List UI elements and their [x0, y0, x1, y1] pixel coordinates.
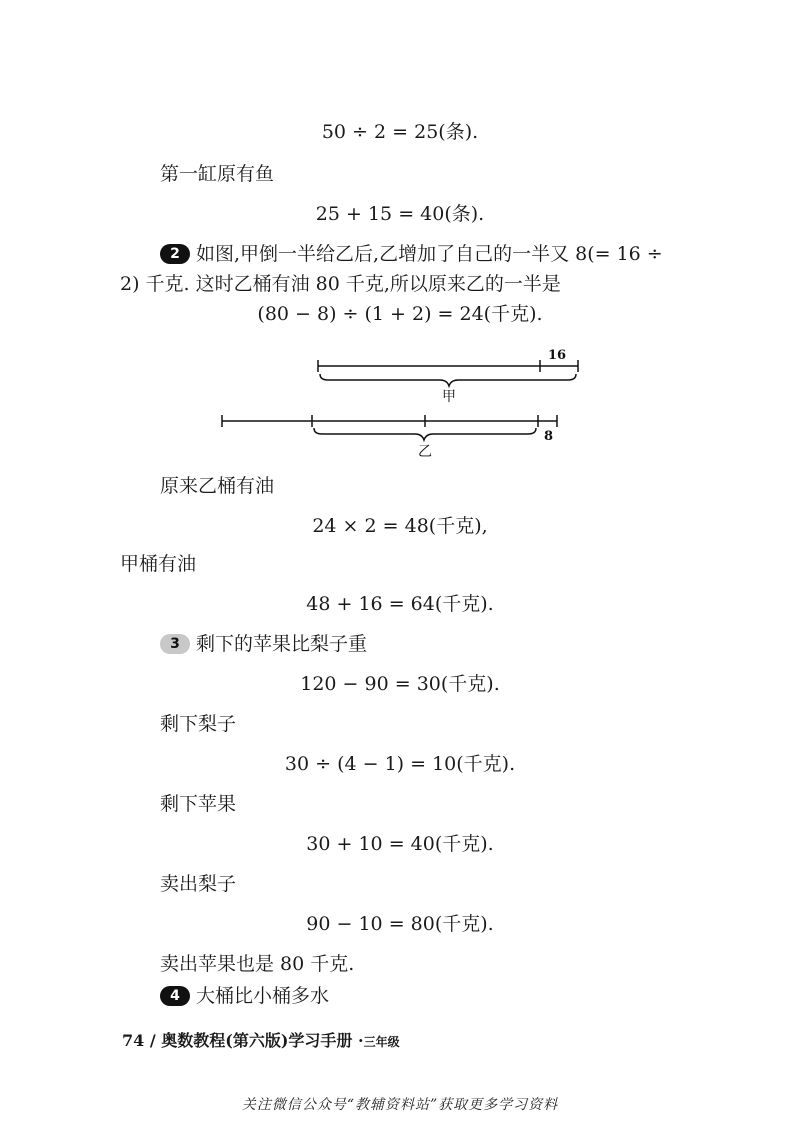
- book-title: 奥数教程(第六版)学习手册: [161, 1031, 353, 1050]
- text-line: 甲桶有油: [120, 553, 197, 575]
- watermark-text: 关注微信公众号“教辅资料站”获取更多学习资料: [241, 1097, 559, 1113]
- problem-4-line: [160, 984, 329, 1008]
- equation-line: 50 ÷ 2 = 25(条).: [321, 121, 479, 143]
- problem-number-badge: 3: [160, 634, 190, 654]
- text-line: 第一缸原有鱼: [160, 163, 275, 185]
- equation-line: 30 ÷ (4 − 1) = 10(千克).: [284, 753, 516, 775]
- label-yi: 乙: [418, 444, 432, 460]
- problem-text: 大桶比小桶多水: [196, 985, 330, 1007]
- footer-dot: ·: [358, 1031, 364, 1050]
- problem-text: 剩下的苹果比梨子重: [196, 633, 368, 655]
- problem-3-line: [160, 632, 367, 656]
- line-segment-diagram: [0, 0, 800, 470]
- equation-line: 48 + 16 = 64(千克).: [306, 593, 494, 615]
- label-jia: 甲: [442, 389, 456, 405]
- text-line: 原来乙桶有油: [160, 475, 275, 497]
- problem-number-badge: 4: [160, 986, 190, 1006]
- text-line: 2) 千克. 这时乙桶有油 80 千克,所以原来乙的一半是: [120, 273, 561, 295]
- grade-label: 三年级: [363, 1035, 400, 1049]
- page-footer: [122, 1028, 400, 1051]
- footer-separator: /: [149, 1031, 156, 1050]
- problem-number-badge: 2: [160, 244, 190, 264]
- text-line: 剩下梨子: [160, 713, 237, 735]
- label-16: 16: [548, 348, 567, 363]
- equation-line: (80 − 8) ÷ (1 + 2) = 24(千克).: [257, 303, 543, 325]
- equation-line: 24 × 2 = 48(千克),: [312, 515, 488, 537]
- problem-text: 如图,甲倒一半给乙后,乙增加了自己的一半又 8(= 16 ÷: [196, 243, 663, 265]
- equation-line: 120 − 90 = 30(千克).: [300, 673, 500, 695]
- equation-line: 25 + 15 = 40(条).: [315, 203, 485, 225]
- text-line: 卖出梨子: [160, 873, 237, 895]
- equation-line: 30 + 10 = 40(千克).: [306, 833, 494, 855]
- label-8: 8: [544, 429, 554, 444]
- text-line: 卖出苹果也是 80 千克.: [160, 953, 355, 975]
- page-number: 74: [122, 1031, 145, 1050]
- equation-line: 90 − 10 = 80(千克).: [306, 913, 494, 935]
- text-line: 剩下苹果: [160, 793, 237, 815]
